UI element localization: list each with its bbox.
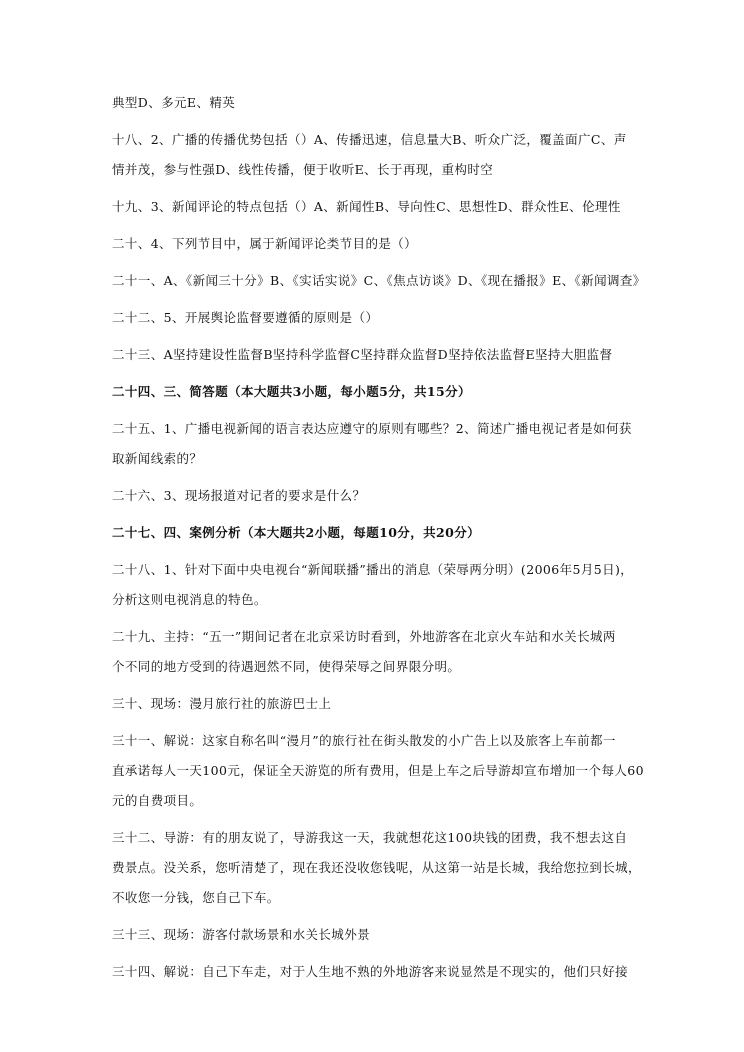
text-line: 三十三、现场：游客付款场景和水关长城外景 [112,927,371,942]
text-line: 二十六、3、现场报道对记者的要求是什么？ [112,488,366,503]
text-line: 分析这则电视消息的特色。 [112,592,267,607]
text-line: 二十九、主持：“五一”期间记者在北京采访时看到，外地游客在北京火车站和水关长城两 [112,629,616,644]
text-line: 二十五、1、广播电视新闻的语言表达应遵守的原则有哪些？2、简述广播电视记者是如何获 [112,421,632,436]
text-line: 三十二、导游：有的朋友说了，导游我这一天，我就想花这100块钱的团费，我不想去这自 [112,830,628,845]
text-line: 十八、2、广播的传播优势包括（）A、传播迅速，信息量大B、听众广泛，覆盖面广C、声 [112,132,627,147]
document-page [112,88,646,981]
section-heading: 二十七、四、案例分析（本大题共2小题，每题10分，共20分） [112,525,480,540]
text-line: 十九、3、新闻评论的特点包括（）A、新闻性B、导向性C、思想性D、群众性E、伦理性 [112,199,621,214]
text-line: 不收您一分钱，您自己下车。 [112,890,280,905]
text-line: 二十二、5、开展舆论监督要遵循的原则是（） [112,310,379,325]
text-line: 二十八、1、针对下面中央电视台“新闻联播”播出的消息（荣辱两分明）(2006年5月5日)， [112,562,634,577]
text-line: 取新闻线索的？ [112,451,203,466]
text-line: 费景点。没关系，您听清楚了，现在我还没收您钱呢，从这第一站是长城，我给您拉到长城， [112,860,641,875]
text-line: 情并茂，参与性强D、线性传播，便于收听E、长于再现，重构时空 [112,162,494,177]
text-line: 个不同的地方受到的待遇迥然不同，使得荣辱之间界限分明。 [112,659,461,674]
text-line: 三十、现场：漫月旅行社的旅游巴士上 [112,696,332,711]
text-line: 典型D、多元E、精英 [112,95,236,110]
text-line: 二十一、A、《新闻三十分》B、《实话实说》C、《焦点访谈》D、《现在播报》E、《新闻调查》 [112,273,646,288]
text-line: 二十三、A坚持建设性监督B坚持科学监督C坚持群众监督D坚持依法监督E坚持大胆监督 [112,347,613,362]
text-line: 元的自费项目。 [112,793,203,808]
text-line: 三十一、解说：这家自称名叫“漫月”的旅行社在街头散发的小广告上以及旅客上车前都一 [112,733,616,748]
text-line: 二十、4、下列节目中，属于新闻评论类节目的是（） [112,236,418,251]
text-line: 直承诺每人一天100元，保证全天游览的所有费用，但是上车之后导游却宣布增加一个每人60 [112,763,644,778]
text-line: 三十四、解说：自己下车走，对于人生地不熟的外地游客来说显然是不现实的，他们只好接 [112,964,629,979]
section-heading: 二十四、三、简答题（本大题共3小题，每小题5分，共15分） [112,384,471,399]
